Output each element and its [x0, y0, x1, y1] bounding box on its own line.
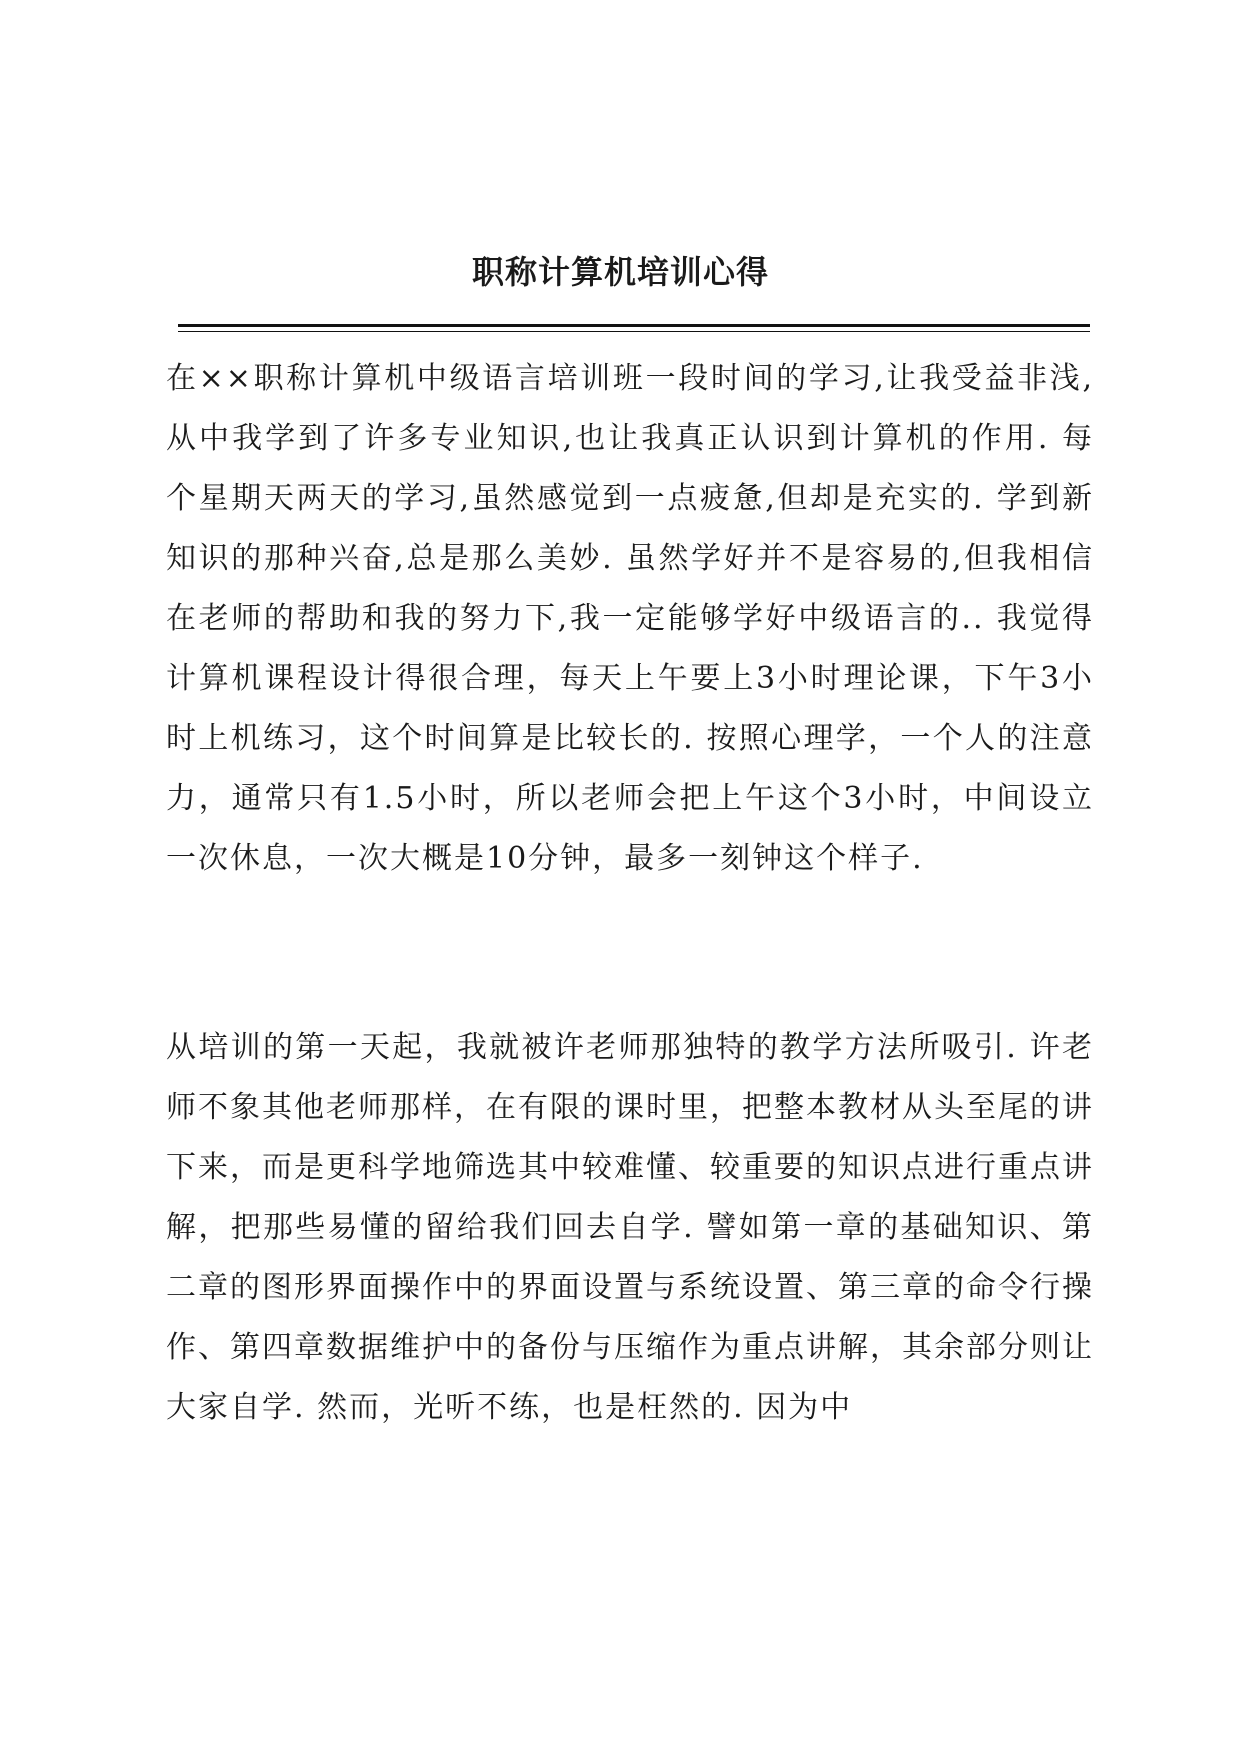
- title-divider-thin: [178, 331, 1090, 332]
- title-divider-thick: [178, 324, 1090, 327]
- document-title: 职称计算机培训心得: [471, 253, 769, 291]
- body-paragraph-2: 从培训的第一天起，我就被许老师那独特的教学方法所吸引. 许老师不象其他老师那样，在有限的课时里，把整本教材从头至尾的讲下来，而是更科学地筛选其中较难懂、较重要的知识点进行重点讲解，把那些易懂的留给我们回去自学. 譬如第一章的基础知识、第二章的图形界面操作中的界面设置与系统设置、第三章的命令行操作、第四章数据维护中的备份与压缩作为重点讲解，其余部分则让大家自学. 然而，光听不练，也是枉然的. 因为中: [166, 1030, 1094, 1425]
- body-paragraph-1: 在××职称计算机中级语言培训班一段时间的学习,让我受益非浅,从中我学到了许多专业知识,也让我真正认识到计算机的作用. 每个星期天两天的学习,虽然感觉到一点疲惫,但却是充实的. 学到新知识的那种兴奋,总是那么美妙. 虽然学好并不是容易的,但我相信在老师的帮助和我的努力下,我一定能够学好中级语言的.. 我觉得计算机课程设计得很合理，每天上午要上3小时理论课，下午3小时上机练习，这个时间算是比较长的. 按照心理学，一个人的注意力，通常只有1.5小时，所以老师会把上午这个3小时，中间设立一次休息，一次大概是10分钟，最多一刻钟这个样子.: [166, 361, 1094, 876]
